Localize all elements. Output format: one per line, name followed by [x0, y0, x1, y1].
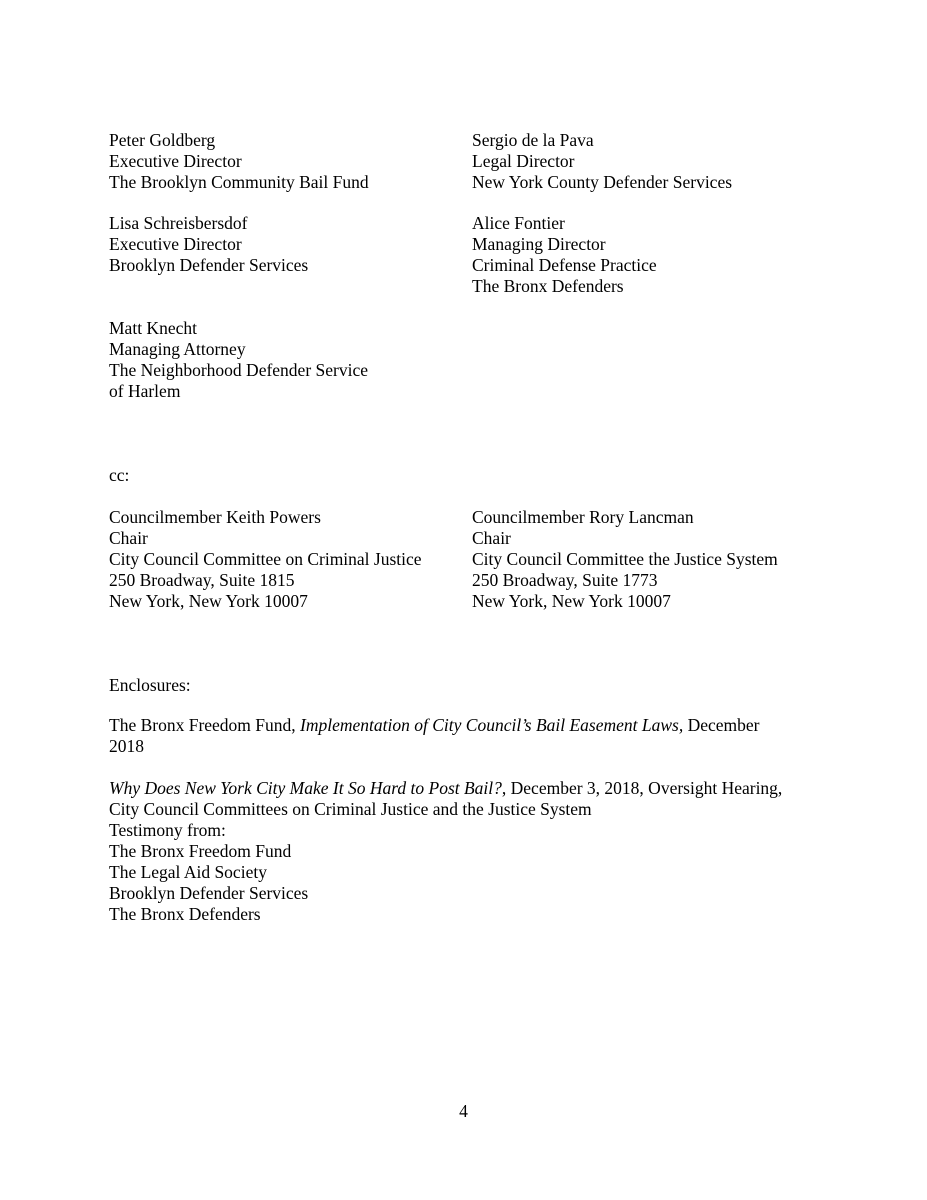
enclosure-details: , December 3, 2018, Oversight Hearing,	[501, 778, 783, 798]
signatory-name: Matt Knecht	[109, 318, 197, 338]
enclosure-title: Implementation of City Council’s Bail Easement Laws,	[300, 715, 684, 735]
enclosure-author: The Bronx Freedom Fund,	[109, 715, 301, 735]
signatory-org: The Brooklyn Community Bail Fund	[109, 172, 369, 192]
cc-recipient-keith-powers	[109, 507, 422, 612]
testimony-org: The Bronx Freedom Fund	[109, 841, 292, 861]
signatory-org: The Bronx Defenders	[472, 276, 624, 296]
cc-label: cc:	[109, 465, 130, 485]
signatory-title: Legal Director	[472, 151, 575, 171]
cc-name: Councilmember Rory Lancman	[472, 507, 694, 527]
cc-city: New York, New York 10007	[109, 591, 308, 611]
cc-role: Chair	[472, 528, 511, 548]
enclosure-item-2	[109, 778, 782, 925]
enclosure-year: 2018	[109, 736, 144, 756]
enclosure-item-1	[109, 715, 760, 757]
signatory-name: Alice Fontier	[472, 213, 565, 233]
enclosure-citation	[109, 778, 782, 799]
testimony-org: The Legal Aid Society	[109, 862, 267, 882]
testimony-label: Testimony from:	[109, 820, 226, 840]
signatory-dept: Criminal Defense Practice	[472, 255, 657, 275]
cc-committee: City Council Committee the Justice System	[472, 549, 778, 569]
signatory-sergio-de-la-pava	[472, 130, 732, 193]
enclosure-committees: City Council Committees on Criminal Justice and the Justice System	[109, 799, 592, 819]
signatory-org: New York County Defender Services	[472, 172, 733, 192]
cc-address: 250 Broadway, Suite 1815	[109, 570, 295, 590]
signatory-lisa-schreisbersdof	[109, 213, 308, 276]
enclosure-date: December	[683, 715, 760, 735]
signatory-title: Executive Director	[109, 151, 242, 171]
testimony-org: Brooklyn Defender Services	[109, 883, 309, 903]
testimony-org: The Bronx Defenders	[109, 904, 261, 924]
signatory-org: Brooklyn Defender Services	[109, 255, 309, 275]
cc-role: Chair	[109, 528, 148, 548]
cc-name: Councilmember Keith Powers	[109, 507, 321, 527]
signatory-title: Executive Director	[109, 234, 242, 254]
signatory-org-cont: of Harlem	[109, 381, 181, 401]
cc-city: New York, New York 10007	[472, 591, 671, 611]
signatory-matt-knecht	[109, 318, 368, 402]
signatory-name: Sergio de la Pava	[472, 130, 594, 150]
signatory-peter-goldberg	[109, 130, 369, 193]
cc-committee: City Council Committee on Criminal Justice	[109, 549, 422, 569]
signatory-alice-fontier	[472, 213, 657, 297]
enclosure-citation	[109, 715, 760, 736]
cc-recipient-rory-lancman	[472, 507, 778, 612]
signatory-title: Managing Director	[472, 234, 606, 254]
signatory-name: Peter Goldberg	[109, 130, 216, 150]
signatory-name: Lisa Schreisbersdof	[109, 213, 248, 233]
page-number: 4	[459, 1101, 468, 1121]
enclosures-label: Enclosures:	[109, 675, 191, 695]
enclosure-title: Why Does New York City Make It So Hard to Post Bail?	[109, 778, 502, 798]
cc-address: 250 Broadway, Suite 1773	[472, 570, 658, 590]
signatory-title: Managing Attorney	[109, 339, 246, 359]
signatory-org: The Neighborhood Defender Service	[109, 360, 368, 380]
